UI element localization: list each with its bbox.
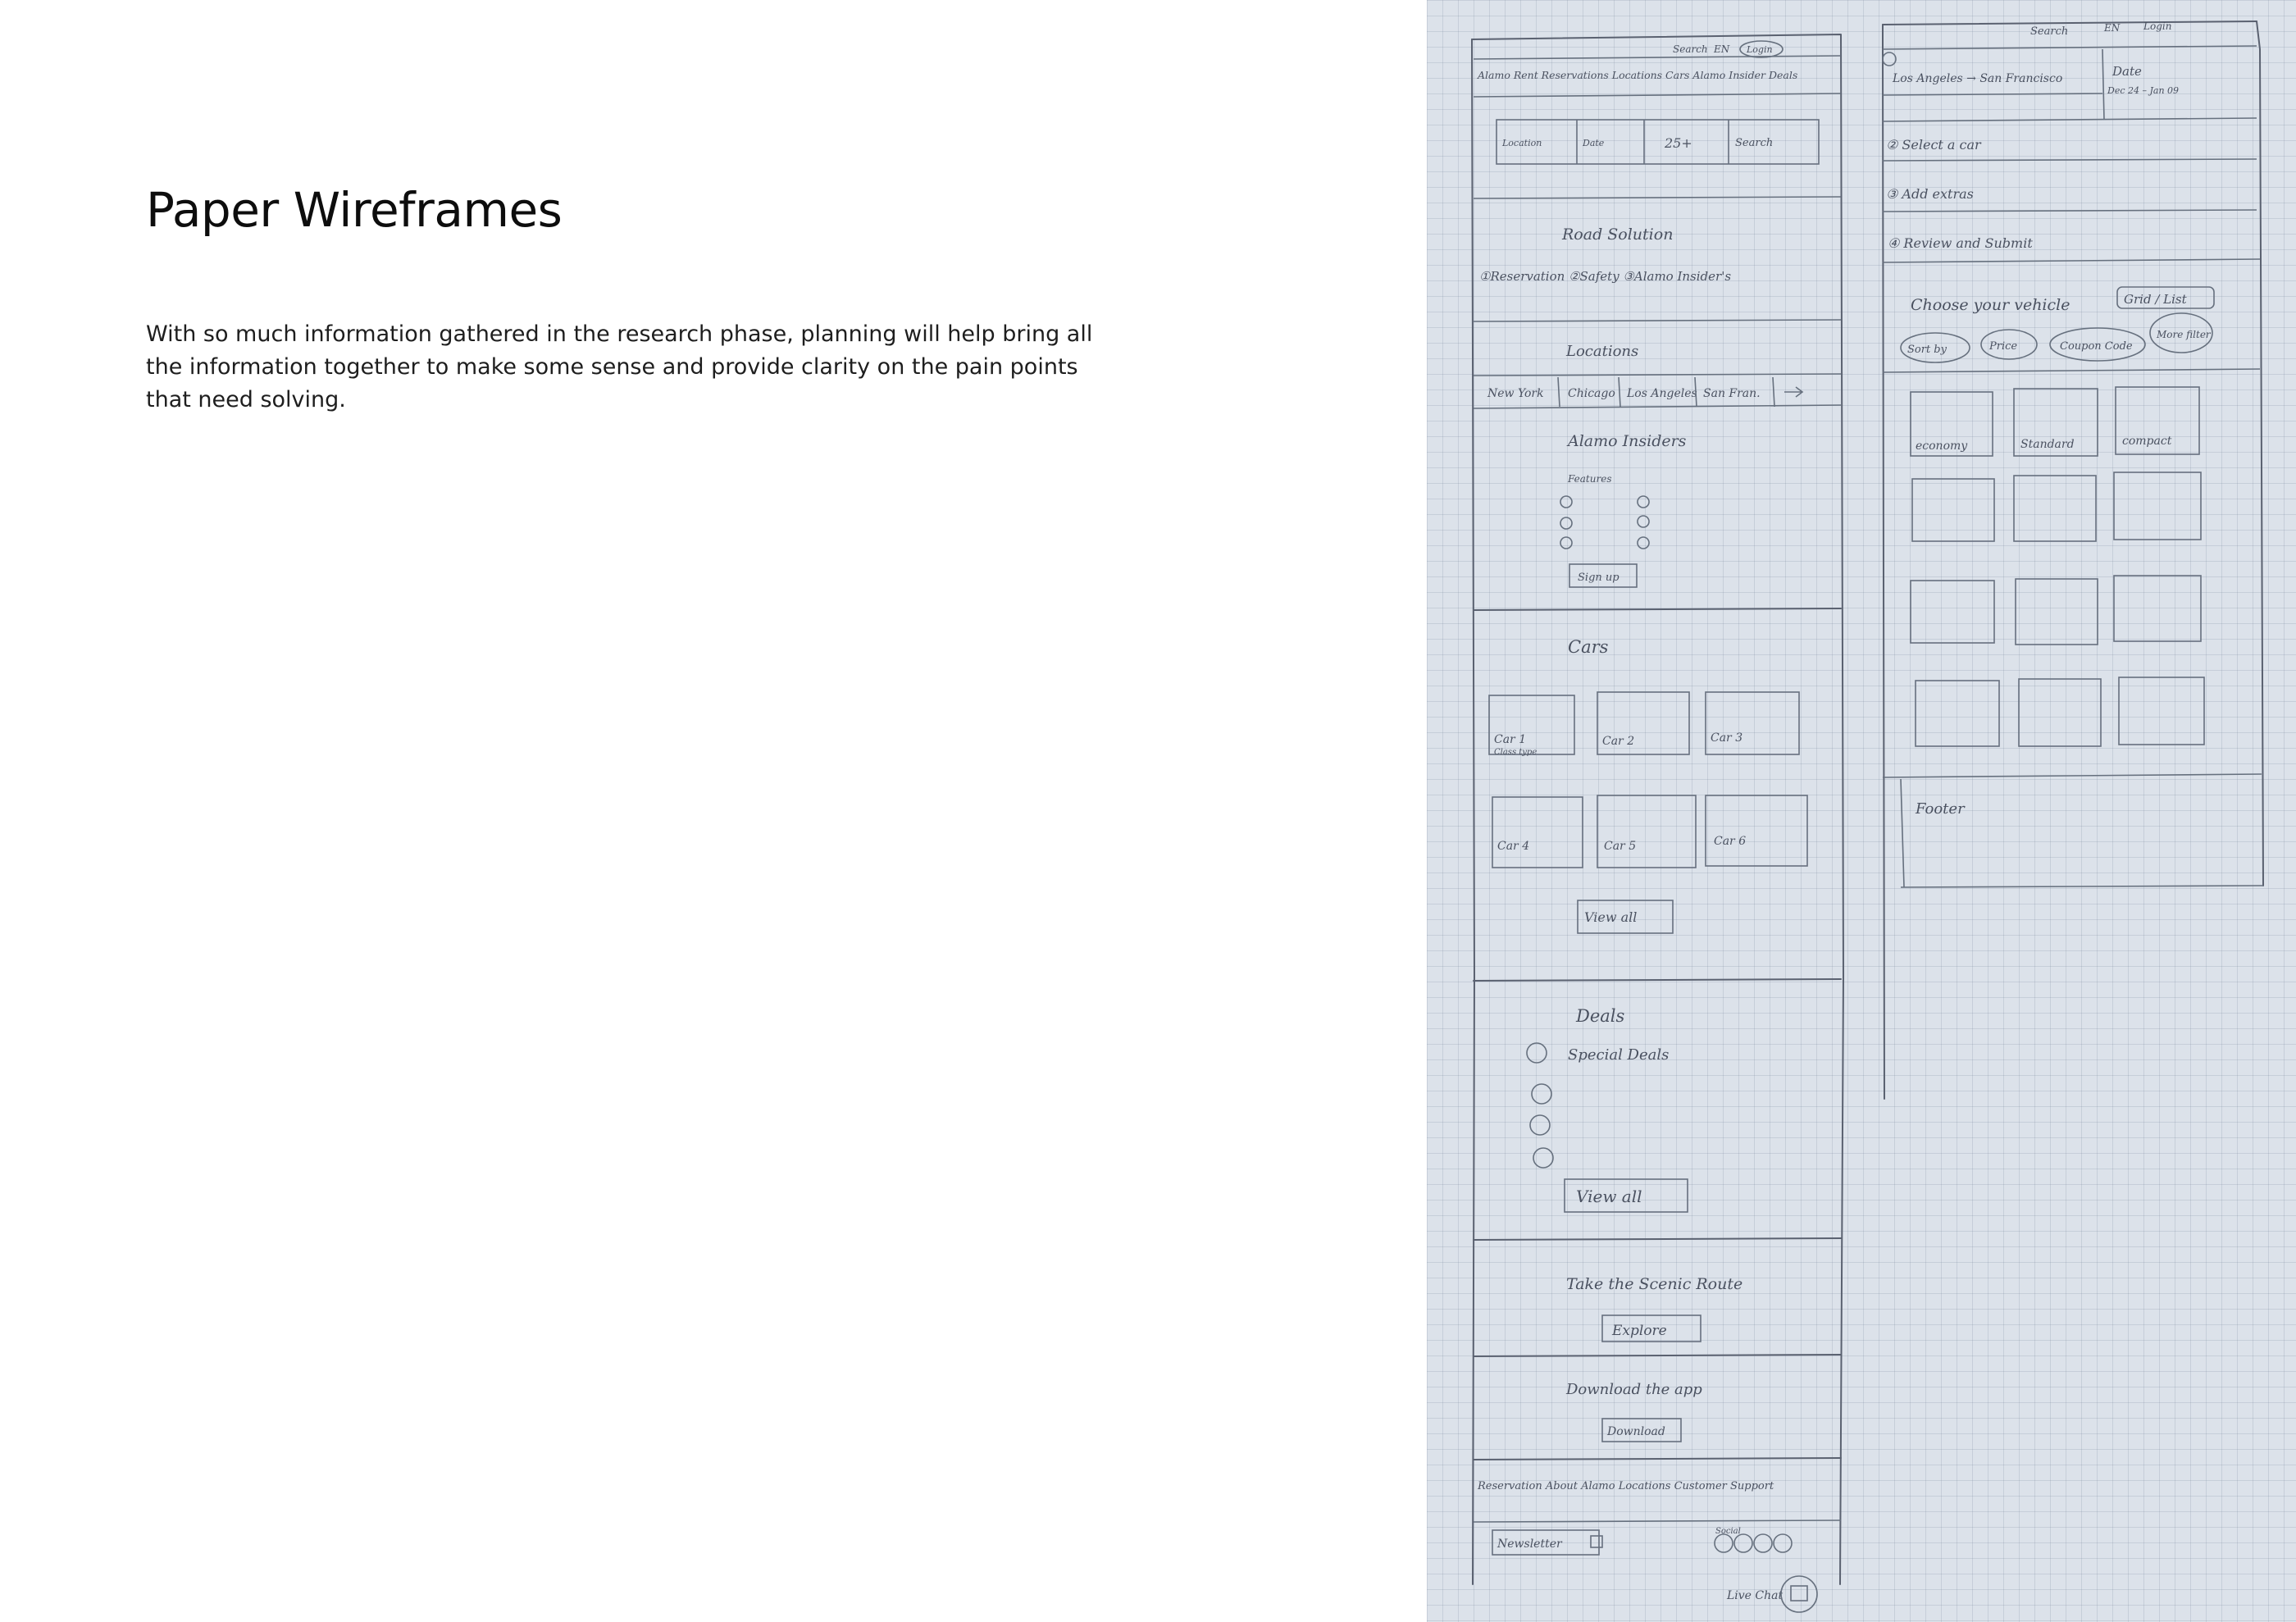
home-nav: Alamo Rent Reservations Locations Cars Alamo Insider Deals (1478, 69, 1798, 81)
view-all-deals-label: View all (1576, 1187, 1642, 1206)
grid-list-label: Grid / List (2124, 292, 2187, 307)
insiders-features: Features (1568, 473, 1612, 485)
car-5-label: Car 5 (1604, 840, 1637, 853)
city-3: Los Angeles (1627, 387, 1697, 400)
car-card-6 (1706, 795, 1807, 866)
home-search-button: Search (1735, 137, 1774, 149)
more-filter-label: More filter (2157, 329, 2211, 340)
wireframe-sketch (1427, 0, 2296, 1622)
home-link-login: Login (1747, 44, 1773, 55)
booking-wireframe (1883, 21, 2263, 1099)
booking-date-label: Date (2112, 64, 2142, 79)
explore-label: Explore (1612, 1323, 1667, 1339)
car-1-class: Class type (1494, 748, 1538, 757)
car-2-label: Car 2 (1602, 735, 1635, 748)
home-frame-right (1472, 34, 1843, 1584)
city-2: Chicago (1568, 387, 1615, 400)
home-link-search: Search (1673, 43, 1708, 55)
step-review: ④ Review and Submit (1888, 235, 2033, 251)
deals-title: Deals (1576, 1006, 1625, 1026)
intro-paragraph: With so much information gathered in the research phase, planning will help bring all the information together to make some sense and provide clarity on the pain points that need solving. (146, 321, 1093, 412)
home-field-age: 25+ (1665, 135, 1692, 151)
car-1-label: Car 1 (1494, 733, 1527, 746)
home-link-en: EN (1714, 43, 1730, 55)
wireframe-photo (1427, 0, 2296, 1622)
car-3-label: Car 3 (1711, 731, 1743, 745)
chat-bubble-icon (1781, 1576, 1817, 1612)
page-title: Paper Wireframes (146, 182, 563, 238)
city-1: New York (1487, 387, 1544, 400)
download-title: Download the app (1566, 1381, 1702, 1398)
road-solution-items: ①Reservation ②Safety ③Alamo Insider's (1479, 269, 1732, 284)
social-label: Social (1715, 1527, 1741, 1536)
coupon-label: Coupon Code (2060, 340, 2133, 353)
scenic-title: Take the Scenic Route (1566, 1275, 1743, 1293)
download-label: Download (1607, 1425, 1665, 1438)
car-6-label: Car 6 (1714, 835, 1747, 848)
home-frame-left (1472, 39, 1474, 1584)
sort-label: Sort by (1907, 344, 1947, 356)
booking-link-login: Login (2143, 21, 2172, 32)
vehicle-economy-label: economy (1916, 440, 1968, 453)
choose-vehicle-title: Choose your vehicle (1911, 296, 2070, 314)
booking-date-range: Dec 24 – Jan 09 (2107, 85, 2180, 96)
signup-label: Sign up (1578, 572, 1620, 584)
vehicle-compact-label: compact (2122, 435, 2172, 448)
home-field-location: Location (1502, 138, 1542, 148)
booking-footer-label: Footer (1916, 800, 1965, 818)
car-card-4 (1492, 797, 1583, 868)
footer-links: Reservation About Alamo Locations Customer Support (1478, 1480, 1774, 1492)
home-wireframe (1472, 34, 1843, 1612)
car-4-label: Car 4 (1497, 840, 1530, 853)
city-4: San Fran. (1703, 387, 1761, 400)
cars-title: Cars (1568, 637, 1609, 657)
locations-title: Locations (1566, 343, 1639, 360)
vehicle-standard-label: Standard (2020, 438, 2075, 451)
newsletter-label: Newsletter (1497, 1538, 1562, 1551)
special-deals-label: Special Deals (1568, 1046, 1670, 1064)
car-card-5 (1597, 795, 1696, 868)
booking-route: Los Angeles → San Francisco (1893, 72, 2063, 85)
booking-link-en: EN (2104, 22, 2121, 34)
live-chat-label: Live Chat (1727, 1589, 1784, 1602)
step-select-car: ② Select a car (1886, 137, 1981, 153)
car-card-3 (1706, 692, 1799, 754)
home-field-date: Date (1583, 138, 1605, 148)
booking-link-search: Search (2030, 25, 2069, 38)
view-all-cars-label: View all (1584, 909, 1638, 925)
insiders-title: Alamo Insiders (1568, 432, 1687, 450)
price-label: Price (1989, 340, 2018, 353)
step-add-extras: ③ Add extras (1886, 186, 1974, 202)
road-solution-title: Road Solution (1562, 226, 1674, 244)
